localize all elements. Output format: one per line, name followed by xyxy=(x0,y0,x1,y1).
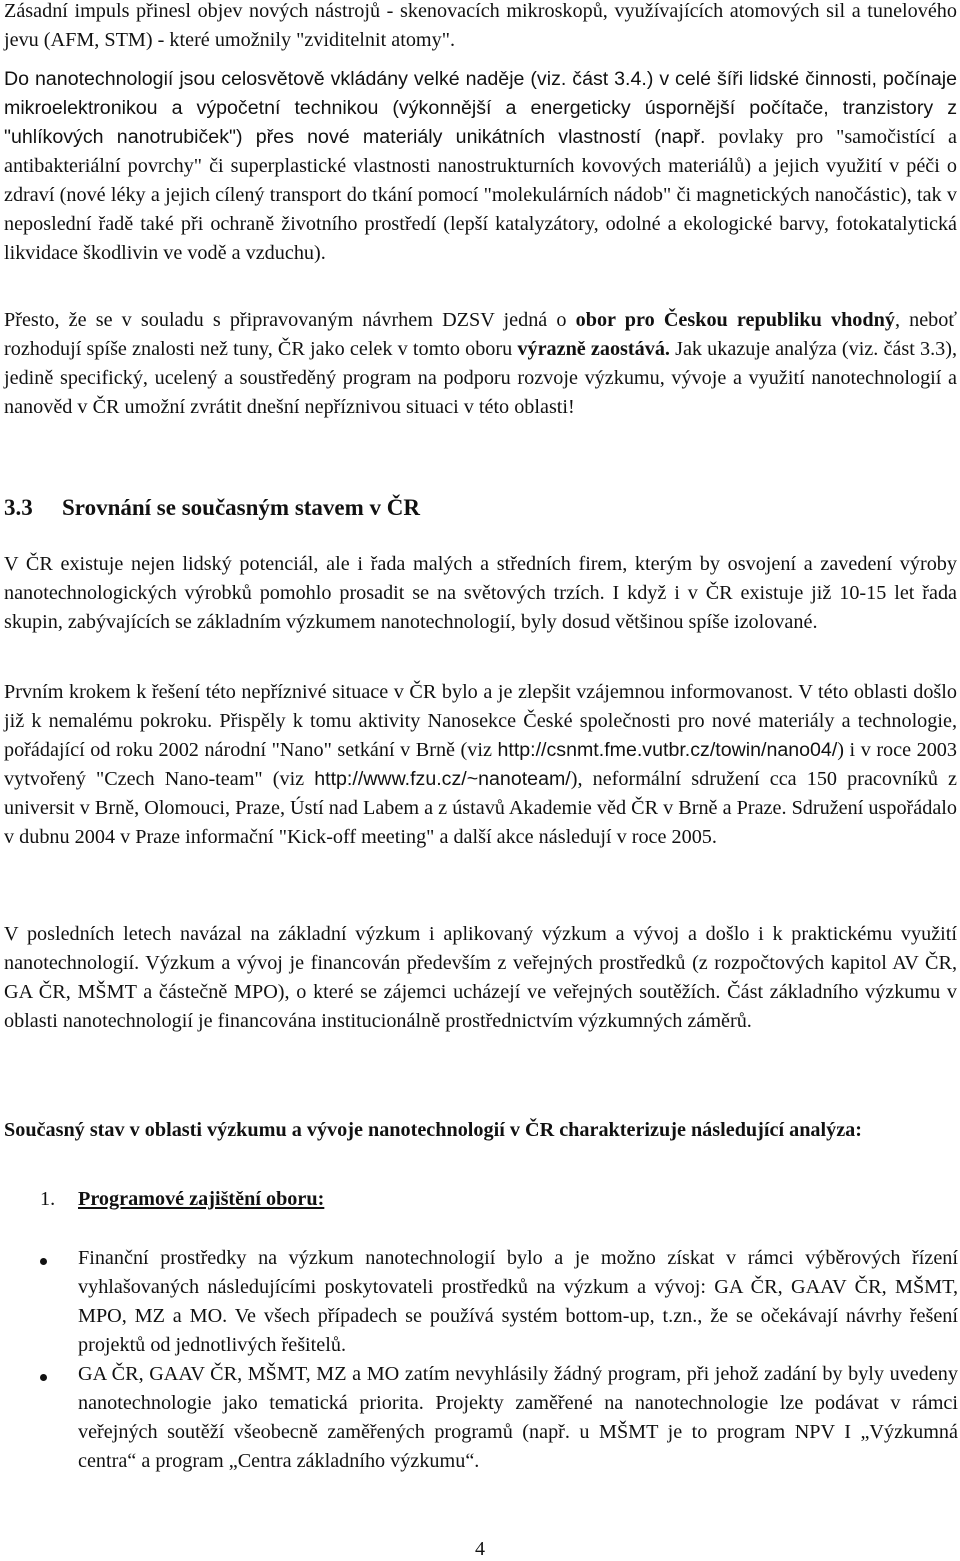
paragraph-body-2-b: ) i v roce 2003 vytvořený "Czech Nano-team" (viz xyxy=(4,739,957,790)
paragraph-body-2-c: ), neformální sdružení cca 150 pracovníků z universit v Brně, Olomouci, Praze, Ústí nad Labem a z ústavů Akademie věd ČR v Brně a Praze. Sdružení uspořádalo v dubnu 2004 v Praze informační "Kick-off meeting" a další akce následují v roce 2005. xyxy=(4,768,957,848)
section-heading xyxy=(4,492,420,524)
paragraph-body-3 xyxy=(4,920,957,1036)
link-fzu-nanoteam[interactable]: http://www.fzu.cz/~nanoteam/ xyxy=(314,768,571,790)
emphasis-obor-vhodny: obor pro Českou republiku vhodný xyxy=(575,309,895,331)
paragraph-body-2-a: Prvním krokem k řešení této nepříznivé situace v ČR bylo a je zlepšit vzájemnou informovanost. V této oblasti došlo již k nemalému pokroku. Přispěly k tomu aktivity Nanosekce České společnosti pro nové materiály a technologie, pořádající od roku 2002 národní "Nano" setkání v Brně (viz xyxy=(4,681,957,761)
paragraph-intro-3-a: Přesto, že se v souladu s připravovaným návrhem DZSV jedná o xyxy=(4,309,576,331)
paragraph-body-1-text: V ČR existuje nejen lidský potenciál, ale i řada malých a středních firem, kterým by osvojení a zavedení výroby nanotechnologických výrobků pomohlo prosadit se na světových trzích. I když i v ČR existuje již 10-15 let řada skupin, zabývajících se základním výzkumem nanotechnologií, byly dosud většinou spíše izolované. xyxy=(4,553,957,633)
paragraph-body-3-text: V posledních letech navázal na základní výzkum i aplikovaný výzkum a vývoj a došlo i k praktickému využití nanotechnologií. Výzkum a vývoj je financován především z veřejných prostředků (z rozpočtových kapitol AV ČR, GA ČR, MŠMT a částečně MPO), o které se zájemci ucházejí ve veřejných soutěžích. Část základního výzkumu v oblasti nanotechnologií je financována institucionálně prostřednictvím výzkumných záměrů. xyxy=(4,923,957,1032)
paragraph-intro-2-sans: Do nanotechnologií jsou celosvětově vkládány velké naděje (viz. část 3.4.) v celé šíři lidské činnosti, počínaje mikroelektronikou a výpočetní technikou (výkonnější a energeticky úspornější počítače, tranzistory z "uhlíkových nanotrubiček") přes nové materiály unikátních vlastností (např. xyxy=(4,68,957,148)
bullet-icon xyxy=(40,1374,47,1381)
paragraph-analysis-intro xyxy=(4,1116,957,1145)
link-csnmt[interactable]: http://csnmt.fme.vutbr.cz/towin/nano04/ xyxy=(497,739,838,761)
paragraph-intro-1-text: Zásadní impuls přinesl objev nových nástrojů - skenovacích mikroskopů, využívajících atomových sil a tunelového jevu (AFM, STM) - které umožnily "zviditelnit atomy". xyxy=(4,0,957,51)
paragraph-body-2 xyxy=(4,678,957,852)
paragraph-intro-3-d: Jak ukazuje analýza (viz. část 3.3), jedině specifický, ucelený a soustředěný program na podporu rozvoje výzkumu, vývoje a využití nanotechnologií a nanověd v ČR umožní zvrátit dnešní nepříznivou situaci v této oblasti! xyxy=(4,338,957,418)
bullet-item-1-text: Finanční prostředky na výzkum nanotechnologií bylo a je možno získat v rámci výběrových řízení vyhlašovaných následujícími poskytovateli prostředků na výzkum a vývoj: GA ČR, GAAV ČR, MŠMT, MPO, MZ a MO. Ve všech případech se používá systém bottom-up, t.zn., že se očekávají návrhy řešení projektů od jednotlivých řešitelů. xyxy=(78,1247,958,1356)
paragraph-intro-3-c: , neboť rozhodují spíše znalosti než tuny, ČR jako celek v tomto oboru xyxy=(4,309,957,360)
bullet-item-1 xyxy=(78,1244,958,1360)
list-item-number: 1. xyxy=(40,1188,56,1210)
paragraph-analysis-intro-text: Současný stav v oblasti výzkumu a vývoje nanotechnologií v ČR charakterizuje následující analýza: xyxy=(4,1119,862,1141)
bullet-item-2-text: GA ČR, GAAV ČR, MŠMT, MZ a MO zatím nevyhlásily žádný program, při jehož zadání by byly uvedeny nanotechnologie jako tematická priorita. Projekty zaměřené na nanotechnologie lze podávat v rámci veřejných soutěží všeobecně zaměřených programů (např. u MŠMT je to program NPV I „Výzkumná centra“ a program „Centra základního výzkumu“. xyxy=(78,1363,958,1472)
paragraph-body-1 xyxy=(4,550,957,637)
paragraph-intro-1 xyxy=(4,0,957,55)
page-number: 4 xyxy=(475,1538,485,1560)
section-number: 3.3 xyxy=(4,495,33,520)
emphasis-vyrazne-zaostava: výrazně zaostává. xyxy=(517,338,670,360)
bullet-item-2 xyxy=(78,1360,958,1476)
bullet-icon xyxy=(40,1258,47,1265)
numbered-list-item-1 xyxy=(40,1185,324,1214)
paragraph-intro-2 xyxy=(4,65,957,268)
paragraph-intro-3 xyxy=(4,306,957,422)
section-title: Srovnání se současným stavem v ČR xyxy=(62,495,421,520)
list-item-title: Programové zajištění oboru: xyxy=(78,1188,325,1210)
paragraph-intro-2-serif: povlaky pro "samočistící a antibakteriální povrchy" či superplastické vlastnosti nanostrukturních kovových materiálů) a jejich využití v péči o zdraví (nové léky a jejich cílený transport do tkání pomocí "molekulárních nádob" či magnetických nanočástic), tak v neposlední řadě také při ochraně životního prostředí (lepší katalyzátory, odolné a ekologické barvy, fotokatalytická likvidace škodlivin ve vodě a vzduchu). xyxy=(4,126,957,264)
